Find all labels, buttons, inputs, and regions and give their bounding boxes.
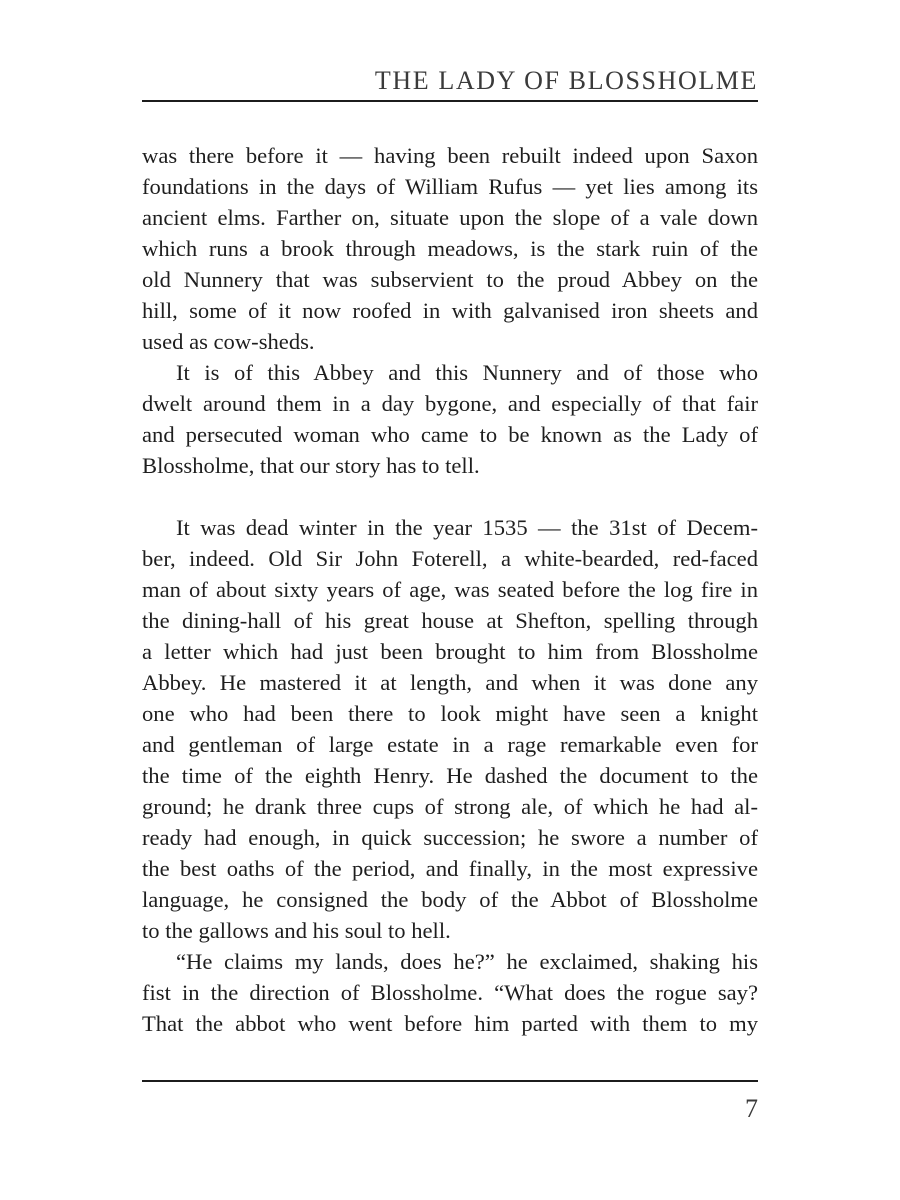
- text-line: a letter which had just been brought to him from Blossholme: [142, 639, 758, 664]
- text-line: and persecuted woman who came to be known as the Lady of: [142, 422, 758, 447]
- text-line: That the abbot who went before him parted with them to my: [142, 1011, 758, 1036]
- text-line: the best oaths of the period, and finally, in the most expressive: [142, 856, 758, 881]
- text-line: language, he consigned the body of the Abbot of Blossholme: [142, 887, 758, 912]
- text-line: It was dead winter in the year 1535 — the 31st of Decem-: [176, 515, 758, 540]
- body-text: [142, 140, 758, 1039]
- text-line: Blossholme, that our story has to tell.: [142, 453, 480, 478]
- paragraph: [142, 512, 758, 946]
- footer-rule: [142, 1080, 758, 1082]
- text-line: one who had been there to look might have seen a knight: [142, 701, 758, 726]
- text-line: ready had enough, in quick succession; he swore a number of: [142, 825, 758, 850]
- text-line: Abbey. He mastered it at length, and when it was done any: [142, 670, 758, 695]
- text-line: man of about sixty years of age, was seated before the log fire in: [142, 577, 758, 602]
- text-line: and gentleman of large estate in a rage remarkable even for: [142, 732, 758, 757]
- text-line: which runs a brook through meadows, is the stark ruin of the: [142, 236, 758, 261]
- text-line: “He claims my lands, does he?” he exclaimed, shaking his: [176, 949, 758, 974]
- text-line: foundations in the days of William Rufus — yet lies among its: [142, 174, 758, 199]
- text-line: was there before it — having been rebuilt indeed upon Saxon: [142, 143, 758, 168]
- text-line: the time of the eighth Henry. He dashed the document to the: [142, 763, 758, 788]
- text-line: fist in the direction of Blossholme. “What does the rogue say?: [142, 980, 758, 1005]
- running-head: THE LADY OF BLOSSHOLME: [374, 66, 758, 95]
- text-line: dwelt around them in a day bygone, and especially of that fair: [142, 391, 758, 416]
- text-line: the dining-hall of his great house at Shefton, spelling through: [142, 608, 758, 633]
- text-line: ground; he drank three cups of strong ale, of which he had al-: [142, 794, 758, 819]
- text-line: ber, indeed. Old Sir John Foterell, a white-bearded, red-faced: [142, 546, 758, 571]
- header-rule: [142, 100, 758, 102]
- section-break: [142, 481, 758, 512]
- text-line: ancient elms. Farther on, situate upon the slope of a vale down: [142, 205, 758, 230]
- paragraph: [142, 140, 758, 357]
- paragraph: [142, 357, 758, 481]
- text-line: hill, some of it now roofed in with galvanised iron sheets and: [142, 298, 758, 323]
- paragraph: [142, 946, 758, 1039]
- page-number: 7: [745, 1094, 758, 1123]
- text-line: old Nunnery that was subservient to the proud Abbey on the: [142, 267, 758, 292]
- text-line: It is of this Abbey and this Nunnery and of those who: [176, 360, 758, 385]
- text-line: to the gallows and his soul to hell.: [142, 918, 451, 943]
- text-line: used as cow-sheds.: [142, 329, 315, 354]
